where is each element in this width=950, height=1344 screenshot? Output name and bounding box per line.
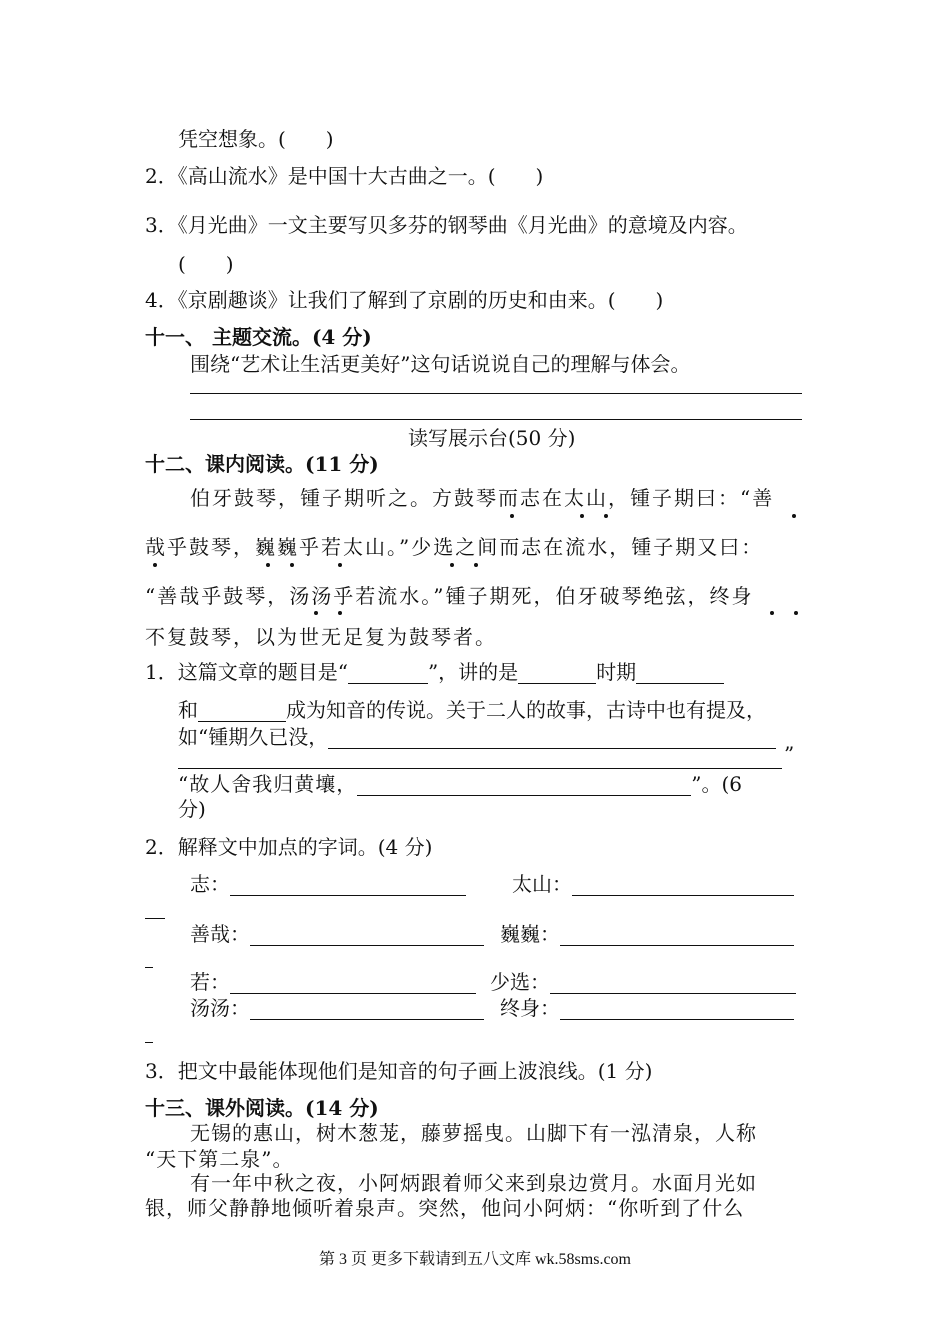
passage-line-2: 哉乎鼓琴，巍巍乎若太山。”少选之间而志在流水，锺子期又曰： — [145, 535, 764, 559]
emphasis-dot — [266, 563, 270, 567]
wrap-line — [145, 967, 153, 968]
poem-blank-2[interactable] — [357, 775, 691, 796]
term-zhi: 志： — [190, 872, 230, 896]
poem-blank-1[interactable] — [328, 728, 776, 749]
term-shaoxuan: 少选： — [490, 970, 550, 994]
q12-3: 3．把文中最能体现他们是知音的句子画上波浪线。(1 分) — [145, 1059, 653, 1083]
term-zhi-blank[interactable] — [230, 875, 466, 896]
term-shanzai: 善哉： — [190, 922, 250, 946]
term-row-4b — [500, 996, 794, 1020]
term-taishan: 太山： — [512, 872, 572, 896]
section-13-heading: 十三、课外阅读。(14 分) — [145, 1096, 379, 1120]
term-shaoxuan-blank[interactable] — [550, 973, 796, 994]
q12-2: 2．解释文中加点的字词。(4 分) — [145, 835, 433, 859]
term-row-2 — [190, 922, 484, 946]
term-weiwei: 巍巍： — [500, 922, 560, 946]
q1-text-c: 时期 — [596, 660, 637, 684]
emphasis-dot — [770, 611, 774, 615]
passage-line-4: 不复鼓琴，以为世无足复为鼓琴者。 — [145, 625, 497, 649]
q12-1-line-3 — [178, 725, 776, 749]
q1-closing-quote: ” — [784, 742, 795, 766]
poem-blank-line[interactable] — [178, 768, 782, 769]
section-11-prompt: 围绕“艺术让生活更美好”这句话说说自己的理解与体会。 — [190, 352, 691, 376]
emphasis-dot — [794, 611, 798, 615]
section-11-heading: 十一、 主题交流。(4 分) — [145, 325, 372, 349]
question-3-paren: ( ) — [178, 252, 234, 276]
emphasis-dot — [290, 563, 294, 567]
term-row-3b — [490, 970, 796, 994]
question-3: 3．《月光曲》一文主要写贝多芬的钢琴曲《月光曲》的意境及内容。 — [145, 213, 748, 237]
p13-line-1: 无锡的惠山，树木葱茏，藤萝摇曳。山脚下有一泓清泉，人称 — [190, 1121, 757, 1145]
term-row-3 — [190, 970, 476, 994]
term-shangshang: 汤汤： — [190, 996, 250, 1020]
wrap-line — [145, 1042, 153, 1043]
emphasis-dot — [580, 514, 584, 518]
person-blank-1[interactable] — [636, 663, 724, 684]
q1-text-h: “故人舍我归黄壤， — [178, 772, 358, 796]
emphasis-dot — [338, 611, 342, 615]
q12-1-line-5 — [178, 772, 742, 796]
page-footer: 第 3 页 更多下载请到五八文库 wk.58sms.com — [318, 1251, 631, 1268]
p13-line-2: “天下第二泉”。 — [145, 1147, 294, 1171]
term-row-1 — [190, 872, 466, 896]
q1-text-b: ”，讲的是 — [427, 660, 519, 684]
term-weiwei-blank[interactable] — [560, 925, 794, 946]
wrap-line — [145, 918, 165, 919]
term-ruo: 若： — [190, 970, 230, 994]
emphasis-dot — [450, 563, 454, 567]
section-title: 读写展示台(50 分) — [408, 426, 576, 450]
p13-line-4: 银，师父静静地倾听着泉声。突然，他问小阿炳：“你听到了什么 — [145, 1196, 745, 1220]
term-row-2b — [500, 922, 794, 946]
emphasis-dot — [474, 563, 478, 567]
emphasis-dot — [314, 611, 318, 615]
emphasis-dot — [153, 563, 157, 567]
term-zhongshen-blank[interactable] — [560, 999, 794, 1020]
person-blank-2[interactable] — [198, 701, 286, 722]
q1-text-a: 1．这篇文章的题目是“ — [145, 660, 348, 684]
q1-text-f: 如“锺期久已没， — [178, 725, 329, 749]
answer-line-1[interactable] — [190, 393, 802, 394]
term-row-1b — [512, 872, 794, 896]
term-taishan-blank[interactable] — [572, 875, 794, 896]
emphasis-dot — [604, 514, 608, 518]
q12-1-line-2 — [178, 698, 766, 722]
emphasis-dot — [338, 563, 342, 567]
question-2: 2．《高山流水》是中国十大古曲之一。( ) — [145, 164, 544, 188]
q1-score: 分) — [178, 797, 206, 821]
q1-text-i: ”。(6 — [691, 772, 742, 796]
term-ruo-blank[interactable] — [230, 973, 476, 994]
term-row-4 — [190, 996, 484, 1020]
q12-1-line-1 — [145, 660, 724, 684]
q1-continuation: 凭空想象。( ) — [178, 127, 334, 151]
section-12-heading: 十二、课内阅读。(11 分) — [145, 452, 379, 476]
q1-text-e: 成为知音的传说。关于二人的故事，古诗中也有提及， — [286, 698, 766, 722]
title-blank[interactable] — [348, 663, 428, 684]
answer-line-2[interactable] — [190, 419, 802, 420]
term-shanzai-blank[interactable] — [250, 925, 484, 946]
emphasis-dot — [792, 514, 796, 518]
q1-text-d: 和 — [178, 698, 198, 722]
term-shangshang-blank[interactable] — [250, 999, 484, 1020]
passage-line-3: “善哉乎鼓琴，汤汤乎若流水。”锺子期死，伯牙破琴绝弦，终身 — [145, 584, 754, 608]
question-4: 4．《京剧趣谈》让我们了解到了京剧的历史和由来。( ) — [145, 288, 664, 312]
passage-line-1: 伯牙鼓琴，锺子期听之。方鼓琴而志在太山，锺子期曰：“善 — [190, 486, 775, 510]
period-blank[interactable] — [518, 663, 596, 684]
emphasis-dot — [510, 514, 514, 518]
p13-line-3: 有一年中秋之夜，小阿炳跟着师父来到泉边赏月。水面月光如 — [190, 1171, 757, 1195]
term-zhongshen: 终身： — [500, 996, 560, 1020]
